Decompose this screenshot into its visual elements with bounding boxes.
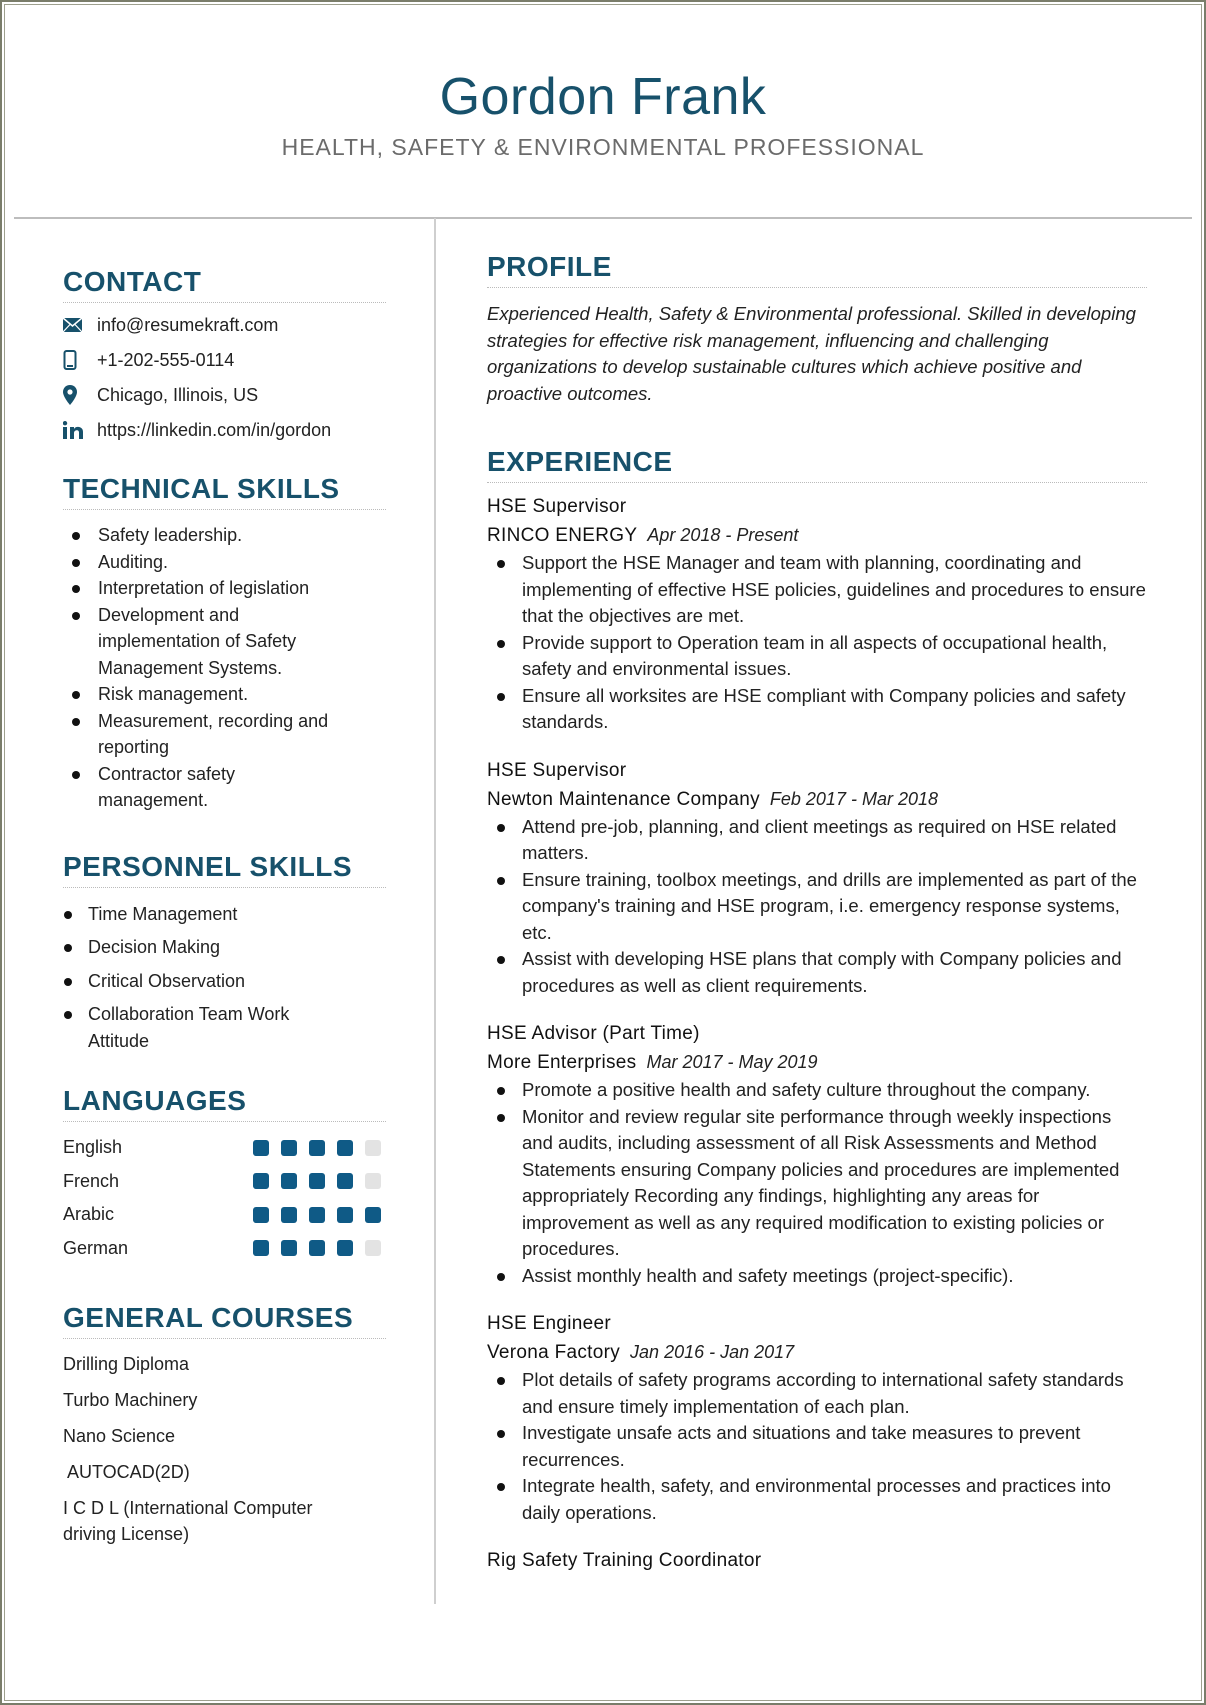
experience-section — [487, 445, 1147, 1575]
envelope-icon — [63, 313, 97, 337]
job-bullet: Provide support to Operation team in all aspects of occupational health, safety and environmental issues. — [487, 630, 1147, 683]
technical-skill-item: Safety leadership. — [63, 522, 386, 549]
personnel-skill-item: Collaboration Team Work Attitude — [63, 1001, 386, 1054]
job-entry — [487, 493, 1147, 736]
job-title: Rig Safety Training Coordinator — [487, 1550, 762, 1571]
section-heading-technical-skills: TECHNICAL SKILLS — [63, 472, 386, 510]
header-divider — [14, 217, 1192, 219]
technical-skill-item: Measurement, recording and reporting — [63, 708, 386, 761]
rating-filled-square-icon — [309, 1207, 325, 1223]
course-item: I C D L (International Computer driving License) — [63, 1498, 313, 1544]
rating-filled-square-icon — [365, 1207, 381, 1223]
job-title: HSE Engineer — [487, 1313, 612, 1334]
job-title: HSE Supervisor — [487, 759, 627, 781]
job-company-line — [487, 1338, 1147, 1367]
rating-filled-square-icon — [309, 1140, 325, 1156]
job-bullet: Investigate unsafe acts and situations and take measures to prevent recurrences. — [487, 1420, 1147, 1473]
language-rating — [253, 1207, 381, 1223]
job-dates: Feb 2017 - Mar 2018 — [769, 788, 938, 809]
candidate-title: HEALTH, SAFETY & ENVIRONMENTAL PROFESSIONAL — [281, 134, 925, 160]
rating-filled-square-icon — [253, 1173, 269, 1189]
job-bullet: Assist monthly health and safety meetings (project-specific). — [487, 1263, 1147, 1290]
language-name: English — [63, 1137, 123, 1158]
left-column — [63, 265, 386, 1557]
language-row — [63, 1165, 386, 1199]
course-item: Drilling Diploma — [63, 1354, 190, 1374]
rating-filled-square-icon — [253, 1240, 269, 1256]
linkedin-icon — [63, 418, 97, 442]
rating-filled-square-icon — [337, 1207, 353, 1223]
job-entry — [487, 757, 1147, 1000]
rating-empty-square-icon — [365, 1173, 381, 1189]
job-entry — [487, 1310, 1147, 1526]
job-company: More Enterprises — [487, 1052, 637, 1073]
job-company: RINCO ENERGY — [487, 525, 638, 546]
technical-skill-item: Auditing. — [63, 549, 386, 576]
job-bullet: Plot details of safety programs according to international safety standards and ensure timely implementation of each plan. — [487, 1367, 1147, 1420]
technical-skill-item: Contractor safety management. — [63, 761, 386, 814]
rating-filled-square-icon — [253, 1140, 269, 1156]
language-row — [63, 1198, 386, 1232]
language-row — [63, 1131, 386, 1165]
job-title: HSE Supervisor — [487, 496, 627, 517]
section-heading-profile: PROFILE — [487, 250, 1147, 288]
job-dates: Jan 2016 - Jan 2017 — [630, 1342, 795, 1362]
column-divider — [434, 218, 436, 1604]
job-dates: Mar 2017 - May 2019 — [646, 1052, 818, 1072]
contact-email — [63, 313, 386, 337]
mobile-phone-icon — [63, 348, 97, 372]
job-bullet: Integrate health, safety, and environmental processes and practices into daily operations. — [487, 1473, 1147, 1526]
job-bullet: Support the HSE Manager and team with planning, coordinating and implementing of effective HSE policies, guidelines and procedures to ensure that the objectives are met. — [487, 550, 1147, 630]
language-name: German — [63, 1237, 129, 1258]
contact-location-text: Chicago, Illinois, US — [97, 385, 259, 405]
section-heading-languages: LANGUAGES — [63, 1084, 386, 1122]
personnel-skill-item: Decision Making — [63, 934, 386, 961]
rating-filled-square-icon — [309, 1240, 325, 1256]
section-heading-personnel-skills: PERSONNEL SKILLS — [63, 850, 386, 888]
job-entry — [487, 1020, 1147, 1289]
job-dates: Apr 2018 - Present — [647, 525, 799, 545]
profile-section — [487, 250, 1147, 407]
job-company-line — [487, 521, 1147, 550]
language-rating — [253, 1240, 381, 1256]
job-bullet: Ensure all worksites are HSE compliant with Company policies and safety standards. — [487, 683, 1147, 736]
section-heading-experience: EXPERIENCE — [487, 445, 1147, 483]
job-company: Newton Maintenance Company — [487, 788, 760, 810]
technical-skill-item: Risk management. — [63, 681, 386, 708]
section-heading-contact: CONTACT — [63, 265, 386, 303]
rating-filled-square-icon — [337, 1173, 353, 1189]
contact-location — [63, 383, 386, 407]
profile-summary: Experienced Health, Safety & Environmental professional. Skilled in developing strategies for effective risk management, influencing and challenging organizations to develop sustainable cultures which achieve positive and proactive outcomes. — [487, 303, 1136, 404]
rating-filled-square-icon — [253, 1207, 269, 1223]
technical-skills-section — [63, 472, 386, 814]
job-bullet: Attend pre-job, planning, and client meetings as required on HSE related matters. — [487, 814, 1147, 867]
job-company-line — [487, 785, 1147, 814]
job-bullet: Assist with developing HSE plans that comply with Company policies and procedures as well as client requirements. — [487, 946, 1147, 999]
technical-skill-item: Development and implementation of Safety Management Systems. — [63, 602, 386, 682]
contact-section — [63, 265, 386, 442]
rating-filled-square-icon — [337, 1240, 353, 1256]
technical-skill-item: Interpretation of legislation — [63, 575, 386, 602]
contact-phone-text: +1-202-555-0114 — [97, 350, 235, 370]
job-company-line — [487, 1048, 1147, 1077]
rating-empty-square-icon — [365, 1140, 381, 1156]
map-pin-icon — [63, 383, 97, 407]
rating-filled-square-icon — [281, 1240, 297, 1256]
contact-phone — [63, 348, 386, 372]
language-rating — [253, 1140, 381, 1156]
job-company: Verona Factory — [487, 1342, 621, 1363]
contact-linkedin-text[interactable]: https://linkedin.com/in/gordon — [97, 420, 332, 440]
job-bullet: Monitor and review regular site performance through weekly inspections and audits, including assessment of all Risk Assessments and Method Statements ensuring Company policies and procedures are implemented appropriately Recording any findings, highlighting any areas for improvement as well as any required modification to existing policies or procedures. — [487, 1104, 1147, 1263]
contact-email-text[interactable]: info@resumekraft.com — [97, 315, 279, 335]
rating-filled-square-icon — [281, 1140, 297, 1156]
resume-header — [0, 62, 1206, 161]
language-rating — [253, 1173, 381, 1189]
job-bullet: Promote a positive health and safety culture throughout the company. — [487, 1077, 1147, 1104]
contact-linkedin — [63, 418, 386, 442]
language-name: French — [63, 1170, 120, 1191]
languages-section — [63, 1084, 386, 1265]
language-row — [63, 1232, 386, 1266]
personnel-skills-section — [63, 850, 386, 1055]
rating-filled-square-icon — [337, 1140, 353, 1156]
section-heading-courses: GENERAL COURSES — [63, 1301, 386, 1339]
personnel-skill-item: Time Management — [63, 901, 386, 928]
courses-section — [63, 1301, 386, 1547]
rating-filled-square-icon — [281, 1173, 297, 1189]
rating-filled-square-icon — [281, 1207, 297, 1223]
language-name: Arabic — [63, 1204, 115, 1225]
rating-filled-square-icon — [309, 1173, 325, 1189]
course-item: Nano Science — [63, 1426, 176, 1446]
job-title: HSE Advisor (Part Time) — [487, 1023, 700, 1044]
personnel-skill-item: Critical Observation — [63, 968, 386, 995]
job-entry — [487, 1547, 1147, 1575]
right-column — [487, 250, 1147, 1575]
candidate-name: Gordon Frank — [439, 68, 767, 126]
job-bullet: Ensure training, toolbox meetings, and drills are implemented as part of the company's training and HSE program, i.e. emergency response systems, etc. — [487, 867, 1147, 947]
course-item: Turbo Machinery — [63, 1390, 198, 1410]
course-item: AUTOCAD(2D) — [63, 1462, 190, 1482]
rating-empty-square-icon — [365, 1240, 381, 1256]
